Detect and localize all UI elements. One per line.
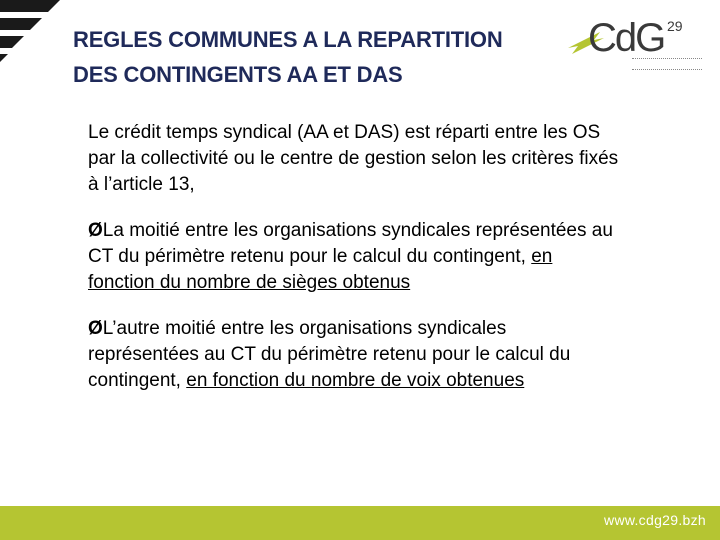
paragraph-line: par la collectivité ou le centre de gestion selon les critères fixés	[88, 148, 619, 169]
paragraph-line: à l’article 13,	[88, 174, 195, 195]
slide-title-line-1: REGLES COMMUNES A LA REPARTITION	[73, 27, 503, 52]
underlined-text: en	[531, 246, 553, 267]
bullet-item-voix	[88, 316, 713, 394]
logo-tagline-decoration	[632, 58, 702, 70]
footer-bar	[0, 506, 720, 540]
arrow-bullet-icon: Ø	[88, 220, 103, 241]
paragraph-line: représentées au CT du périmètre retenu pour le calcul du	[88, 344, 571, 365]
paragraph-line: CT du périmètre retenu pour le calcul du contingent,	[88, 246, 532, 267]
paragraph-line: contingent,	[88, 370, 187, 391]
footer-url: www.cdg29.bzh	[604, 512, 706, 528]
logo-superscript: 29	[667, 18, 683, 34]
paragraph-line: Le crédit temps syndical (AA et DAS) est réparti entre les OS	[88, 122, 601, 143]
underlined-text: en fonction du nombre de voix obtenues	[186, 370, 525, 391]
paragraph-line: L’autre moitié entre les organisations syndicales	[102, 318, 507, 339]
paragraph-line: La moitié entre les organisations syndicales représentées au	[102, 220, 613, 241]
corner-stripes-decoration	[0, 0, 60, 70]
paragraph-intro	[88, 120, 713, 198]
slide-body	[88, 120, 713, 414]
arrow-bullet-icon: Ø	[88, 318, 103, 339]
bullet-item-sieges	[88, 218, 713, 296]
slide-title-line-2: DES CONTINGENTS AA ET DAS	[73, 62, 403, 87]
underlined-text: fonction du nombre de sièges obtenus	[88, 272, 411, 293]
logo-text: CdG	[588, 16, 665, 60]
cdg29-logo	[566, 12, 701, 74]
slide-title	[73, 22, 553, 92]
